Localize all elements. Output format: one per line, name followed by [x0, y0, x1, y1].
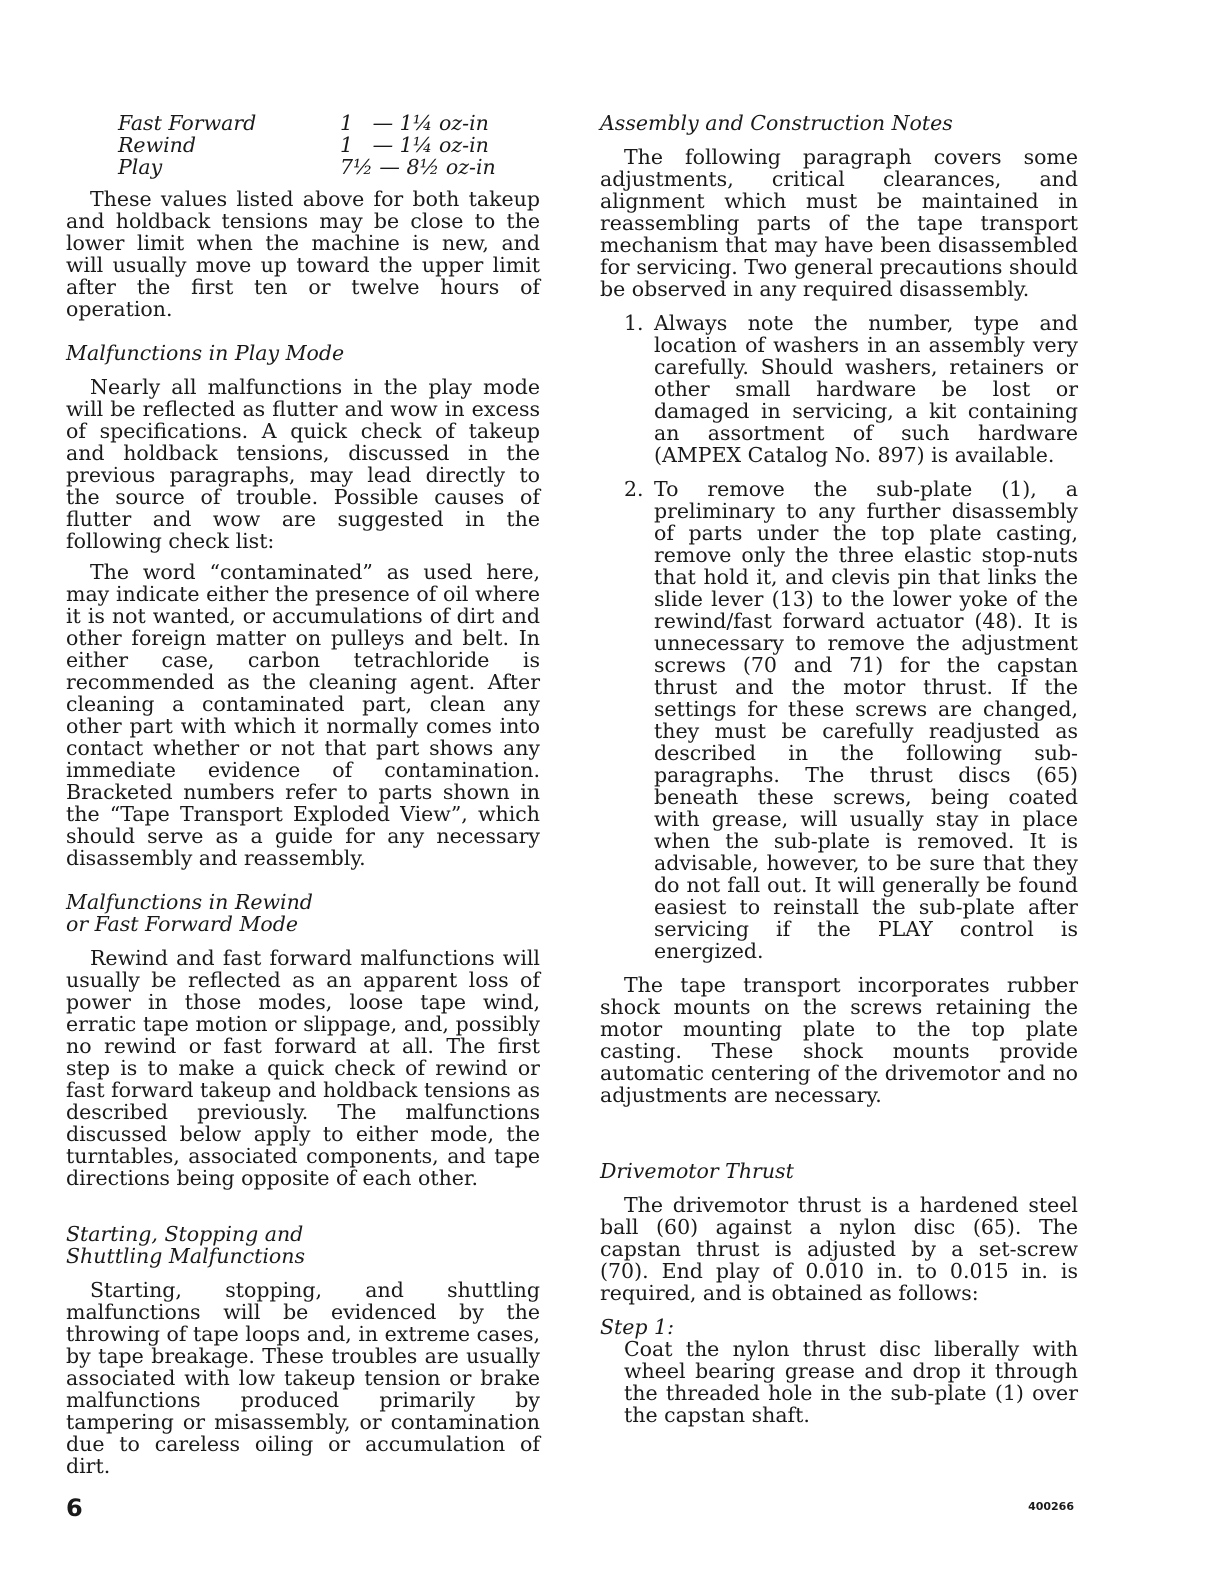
- shock-mount-paragraph: The tape transport incorporates rubber shock mounts on the screws retaining the motor mounting plate to the top plate casting. These shock mounts provide automatic centering of the drivemotor and no adjustments are necessary.: [600, 973, 1078, 1107]
- assembly-paragraph: The following paragraph covers some adjustments, critical clearances, and alignment which must be maintained in reassembling parts of the tape transport mechanism that may have been disassembled for servicing. Two general precautions should be observed in any required disassembly.: [600, 145, 1078, 301]
- right-column: [600, 112, 1078, 1426]
- tension-table: [118, 112, 496, 178]
- step-1-heading: Step 1:: [600, 1315, 675, 1339]
- play-mode-heading: Malfunctions in Play Mode: [66, 341, 345, 365]
- tension-row-play: Play 7½ — 8½ oz-in: [118, 155, 496, 179]
- list-item: 2. To remove the sub-plate (1), a preliminary to any further disassembly of parts under the top plate casting, remove only the three elastic stop-nuts that hold it, and clevis pin that links the slide lever (13) to the lower yoke of the rewind/fast forward actuator (48). It is unnecessary to remove the adjustment screws (70 and 71) for the capstan thrust and the motor thrust. If the settings for these screws are changed, they must be carefully readjusted as described in the following sub-paragraphs. The thrust discs (65) beneath these screws, being coated with grease, will usually stay in place when the sub-plate is removed. It is advisable, however, to be sure that they do not fall out. It will generally be found easiest to reinstall the sub-plate after servicing if the PLAY control is energized.: [624, 477, 1078, 963]
- shuttling-paragraph: Starting, stopping, and shuttling malfunctions will be evidenced by the throwing of tape loops and, in extreme cases, by tape breakage. These troubles are usually associated with low takeup tension or brake malfunctions produced primarily by tampering or misassembly, or contamination due to careless oiling or accumulation of dirt.: [66, 1278, 540, 1478]
- drivemotor-thrust-heading: Drivemotor Thrust: [600, 1159, 794, 1183]
- tension-row-rewind: Rewind 1 — 1¼ oz-in: [118, 133, 489, 157]
- play-mode-paragraph: Nearly all malfunctions in the play mode will be reflected as flutter and wow in excess of specifications. A quick check of takeup and holdback tensions, discussed in the previous paragraphs, may lead directly to the source of trouble. Possible causes of flutter and wow are suggested in the following check list:: [66, 375, 540, 553]
- tension-paragraph: These values listed above for both takeup and holdback tensions may be close to the lower limit when the machine is new, and will usually move up toward the upper limit after the first ten or twelve hours of operation.: [66, 187, 540, 321]
- rewind-mode-heading-line1: Malfunctions in Rewind: [66, 890, 313, 914]
- tension-row-fast-forward: Fast Forward 1 — 1¼ oz-in: [118, 111, 489, 135]
- rewind-mode-heading-line2: or Fast Forward Mode: [66, 912, 299, 936]
- document-code: 400266: [1028, 1500, 1074, 1513]
- contaminated-paragraph: The word “contaminated” as used here, may indicate either the presence of oil where it is not wanted, or accumulations of dirt and other foreign matter on pulleys and belt. In either case, carbon tetrachloride is recommended as the cleaning agent. After cleaning a contaminated part, clean any other part with which it normally comes into contact whether or not that part shows any immediate evidence of contamination. Bracketed numbers refer to parts shown in the “Tape Transport Exploded View”, which should serve as a guide for any necessary disassembly and reassembly.: [66, 560, 540, 870]
- shuttling-heading-line1: Starting, Stopping and: [66, 1222, 304, 1246]
- left-column: [66, 112, 540, 1477]
- rewind-mode-paragraph: Rewind and fast forward malfunctions will usually be reflected as an apparent loss of power in those modes, loose tape wind, erratic tape motion or slippage, and, possibly no rewind or fast forward at all. The first step is to make a quick check of rewind or fast forward takeup and holdback tensions as described previously. The malfunctions discussed below apply to either mode, the turntables, associated components, and tape directions being opposite of each other.: [66, 946, 540, 1190]
- drivemotor-thrust-paragraph: The drivemotor thrust is a hardened steel ball (60) against a nylon disc (65). The capstan thrust is adjusted by a set-screw (70). End play of 0.010 in. to 0.015 in. is required, and is obtained as follows:: [600, 1193, 1078, 1305]
- page-number: 6: [66, 1494, 83, 1522]
- precautions-list: [600, 312, 1078, 962]
- list-item: 1. Always note the number, type and location of washers in an assembly very carefully. Should washers, retainers or other small hardware be lost or damaged in servicing, a kit containing an assortment of such hardware (AMPEX Catalog No. 897) is available.: [624, 311, 1078, 467]
- shuttling-heading-line2: Shuttling Malfunctions: [66, 1244, 305, 1268]
- assembly-heading: Assembly and Construction Notes: [600, 111, 953, 135]
- step-1-text: Coat the nylon thrust disc liberally with wheel bearing grease and drop it through the threaded hole in the sub-plate (1) over the capstan shaft.: [624, 1337, 1078, 1427]
